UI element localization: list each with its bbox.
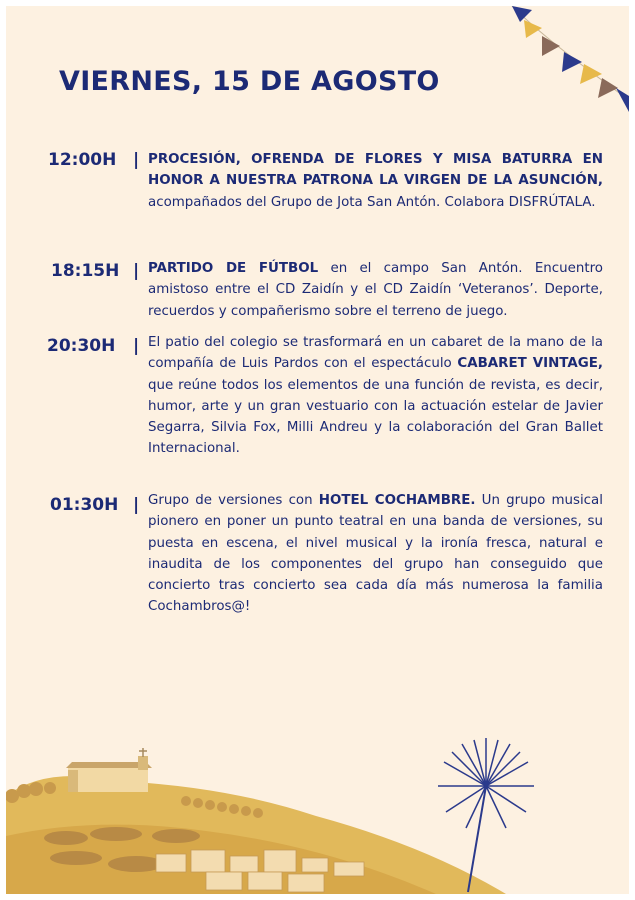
village-hill-illustration — [6, 726, 629, 894]
event-description — [148, 332, 603, 460]
event-text: acompañados del Grupo de Jota San Antón. Colabora DISFRÚTALA. — [148, 194, 596, 210]
event-time: 12:00H — [48, 150, 117, 170]
event-divider: | — [133, 150, 140, 170]
event-divider: | — [133, 495, 140, 515]
event-description — [148, 149, 603, 213]
event-description — [148, 490, 603, 618]
event-highlight: CABARET VINTAGE, — [457, 356, 603, 372]
poster-page — [6, 6, 629, 894]
event-time: 20:30H — [47, 336, 116, 356]
event-time: 01:30H — [50, 495, 119, 515]
page-title: VIERNES, 15 DE AGOSTO — [59, 66, 440, 97]
event-text: en el campo San Antón. Encuentro amistoso entre el CD Zaidín y el CD Zaidín ‘Veteranos’. Deporte, recuerdos y compañerismo sobre el terreno de juego. — [148, 261, 603, 319]
event-time: 18:15H — [51, 261, 120, 281]
bunting-decoration — [506, 6, 629, 120]
event-text-before: Grupo de versiones con — [148, 493, 313, 508]
event-highlight: HOTEL COCHAMBRE. — [318, 493, 476, 508]
event-highlight: PARTIDO DE FÚTBOL — [148, 261, 319, 276]
event-text-after: que reúne todos los elementos de una función de revista, es decir, humor, arte y un gran vestuario con la actuación estelar de Javier Segarra, Silvia Fox, Milli Andreu y la colaboración del Gran Ballet Internacional. — [148, 377, 603, 457]
event-text-before: El patio del colegio se trasformará en un cabaret de la mano de la compañía de Luis Pardos con el espectáculo — [148, 335, 603, 372]
event-description — [148, 258, 603, 322]
event-highlight: PROCESIÓN, OFRENDA DE FLORES Y MISA BATURRA EN HONOR A NUESTRA PATRONA LA VIRGEN DE LA ASUNCIÓN, — [148, 152, 603, 189]
event-text-after: Un grupo musical pionero en poner un punto teatral en una banda de versiones, su puesta en escena, el nivel musical y la ironía fresca, natural e inaudita de los componentes del grupo han conseguido que concierto tras concierto sea cada día más numerosa la familia Cochambros@! — [148, 493, 603, 615]
event-divider: | — [133, 261, 140, 281]
event-divider: | — [133, 336, 140, 356]
